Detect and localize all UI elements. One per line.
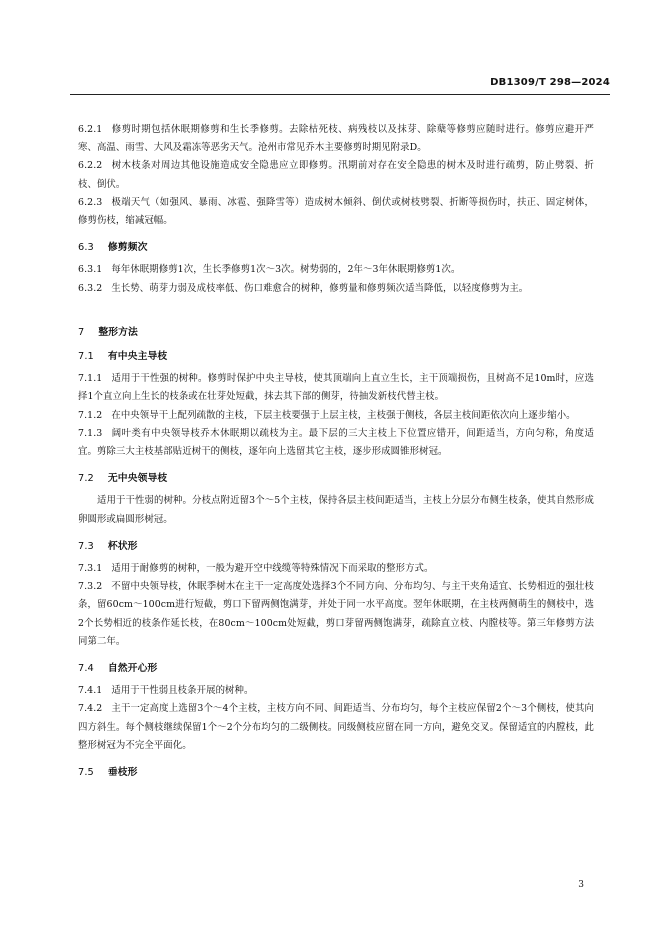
heading-7-2: 7.2 无中央领导枝 <box>78 473 168 485</box>
document-body <box>78 121 594 786</box>
clause-7-4-1: 7.4.1 适用于干性弱且枝条开展的树种。 <box>78 685 254 697</box>
clause-7-1-2: 7.1.2 在中央领导干上配列疏散的主枝，下层主枝要强于上层主枝，主枝强于侧枝，各层主枝间距依次向上逐步缩小。 <box>78 409 576 421</box>
clause-7-2-text: 适用于干性弱的树种。分枝点附近留3个～5个主枝，保持各层主枝间距适当，主枝上分层分布侧生枝条，使其自然形成卵圆形或扁圆形树冠。 <box>78 495 594 525</box>
heading-6-3: 6.3 修剪频次 <box>78 242 148 254</box>
heading-7-3: 7.3 杯状形 <box>78 540 138 552</box>
heading-7: 7 整形方法 <box>78 326 138 338</box>
clause-6-2-1: 6.2.1 修剪时期包括休眠期修剪和生长季修剪。去除枯死枝、病残枝以及抹芽、除蘖等修剪应随时进行。修剪应避开严寒、高温、雨雪、大风及霜冻等恶劣天气。沧州市常见乔木主要修剪时期见附录D。 <box>78 124 594 154</box>
clause-7-3-2: 7.3.2 不留中央领导枝，休眠季树木在主干一定高度处选择3个不同方向、分布均匀、与主干夹角适宜、长势相近的强壮枝条，留60cm～100cm进行短截，剪口下留两侧饱满芽，并处于同一水平高度。翌年休眠期，在主枝两侧萌生的侧枝中，选2个长势相近的枝条作延长枝，在80cm～100cm处短截，剪口芽留两侧饱满芽，疏除直立枝、内膛枝等。第三年修剪方法同第二年。 <box>78 581 594 647</box>
page-number: 3 <box>578 880 584 890</box>
heading-7-5: 7.5 垂枝形 <box>78 767 138 779</box>
header-rule <box>70 94 610 95</box>
clause-7-4-2: 7.4.2 主干一定高度上选留3个～4个主枝，主枝方向不同、间距适当、分布均匀，每个主枝应保留2个～3个侧枝，使其向四方斜生。每个侧枝继续保留1个～2个分布均匀的二级侧枝。同级侧枝应留在同一方向，避免交叉。保留适宜的内膛枝，此整形树冠为不完全平面化。 <box>78 703 594 751</box>
heading-7-1: 7.1 有中央主导枝 <box>78 351 168 363</box>
heading-7-4: 7.4 自然开心形 <box>78 663 158 675</box>
clause-6-2-3: 6.2.3 极端天气（如强风、暴雨、冰雹、强降雪等）造成树木倾斜、倒伏或树枝劈裂、折断等损伤时，扶正、固定树体，修剪伤枝，缩减冠幅。 <box>78 196 594 227</box>
document-code: DB1309/T 298—2024 <box>490 77 610 88</box>
clause-7-1-3: 7.1.3 阔叶类有中央领导枝乔木休眠期以疏枝为主。最下层的三大主枝上下位置应错开，间距适当，方向匀称，角度适宜。剪除三大主枝基部贴近树干的侧枝，逐年向上选留其它主枝，逐步形成圆锥形树冠。 <box>78 427 594 458</box>
clause-7-3-1: 7.3.1 适用于耐修剪的树种，一般为避开空中线缆等特殊情况下而采取的整形方式。 <box>78 563 434 575</box>
clause-6-3-2: 6.3.2 生长势、萌芽力弱及成枝率低、伤口难愈合的树种，修剪量和修剪频次适当降低，以轻度修剪为主。 <box>78 282 529 294</box>
clause-6-3-1: 6.3.1 每年休眠期修剪1次，生长季修剪1次～3次。树势弱的，2年～3年休眠期修剪1次。 <box>78 264 461 276</box>
clause-7-1-1: 7.1.1 适用于干性强的树种。修剪时保护中央主导枝，使其顶端向上直立生长，主干顶端损伤，且树高不足10m时，应选择1个直立向上生长的枝条或在壮芽处短截，抹去其下部的侧芽，待抽发新枝代替主枝。 <box>78 373 594 403</box>
clause-6-2-2: 6.2.2 树木枝条对周边其他设施造成安全隐患应立即修剪。汛期前对存在安全隐患的树木及时进行疏剪，防止劈裂、折枝、倒伏。 <box>78 160 594 190</box>
